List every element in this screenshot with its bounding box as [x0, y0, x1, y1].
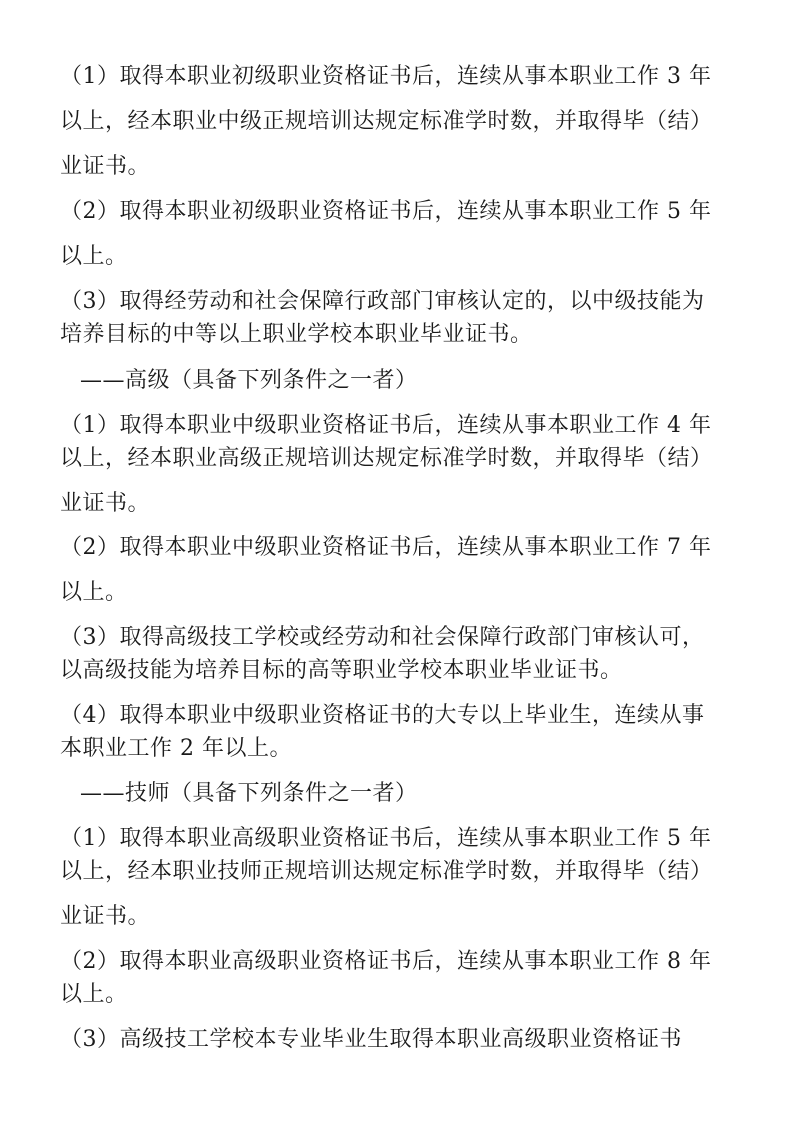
- text-line: （3）取得高级技工学校或经劳动和社会保障行政部门审核认可，: [60, 625, 705, 650]
- text-line: （1）取得本职业中级职业资格证书后，连续从事本职业工作 4 年: [60, 413, 712, 438]
- text-line: （1）取得本职业初级职业资格证书后，连续从事本职业工作 3 年: [60, 64, 712, 89]
- text-line: 以上。: [60, 580, 128, 605]
- text-line: （3）高级技工学校本专业毕业生取得本职业高级职业资格证书: [60, 1027, 682, 1052]
- text-line: 业证书。: [60, 491, 151, 516]
- text-line: 以高级技能为培养目标的高等职业学校本职业毕业证书。: [60, 658, 623, 683]
- text-line: 以上，经本职业高级正规培训达规定标准学时数，并取得毕（结）: [60, 446, 713, 471]
- text-line: 以上。: [60, 982, 128, 1007]
- text-line: 以上。: [60, 244, 128, 269]
- text-line: （2）取得本职业高级职业资格证书后，连续从事本职业工作 8 年: [60, 949, 712, 974]
- text-line: （2）取得本职业中级职业资格证书后，连续从事本职业工作 7 年: [60, 535, 712, 560]
- text-line: （3）取得经劳动和社会保障行政部门审核认定的，以中级技能为: [60, 289, 705, 314]
- text-line: 以上，经本职业技师正规培训达规定标准学时数，并取得毕（结）: [60, 859, 713, 884]
- text-line: 业证书。: [60, 904, 151, 929]
- text-line: 以上，经本职业中级正规培训达规定标准学时数，并取得毕（结）: [60, 109, 713, 134]
- text-line: （1）取得本职业高级职业资格证书后，连续从事本职业工作 5 年: [60, 826, 712, 851]
- text-line: 本职业工作 2 年以上。: [60, 736, 292, 761]
- section-heading-senior: ——高级（具备下列条件之一者）: [80, 368, 418, 393]
- text-line: （4）取得本职业中级职业资格证书的大专以上毕业生，连续从事: [60, 703, 705, 728]
- section-heading-technician: ——技师（具备下列条件之一者）: [80, 781, 418, 806]
- text-line: 业证书。: [60, 154, 151, 179]
- text-line: 培养目标的中等以上职业学校本职业毕业证书。: [60, 322, 533, 347]
- text-line: （2）取得本职业初级职业资格证书后，连续从事本职业工作 5 年: [60, 199, 712, 224]
